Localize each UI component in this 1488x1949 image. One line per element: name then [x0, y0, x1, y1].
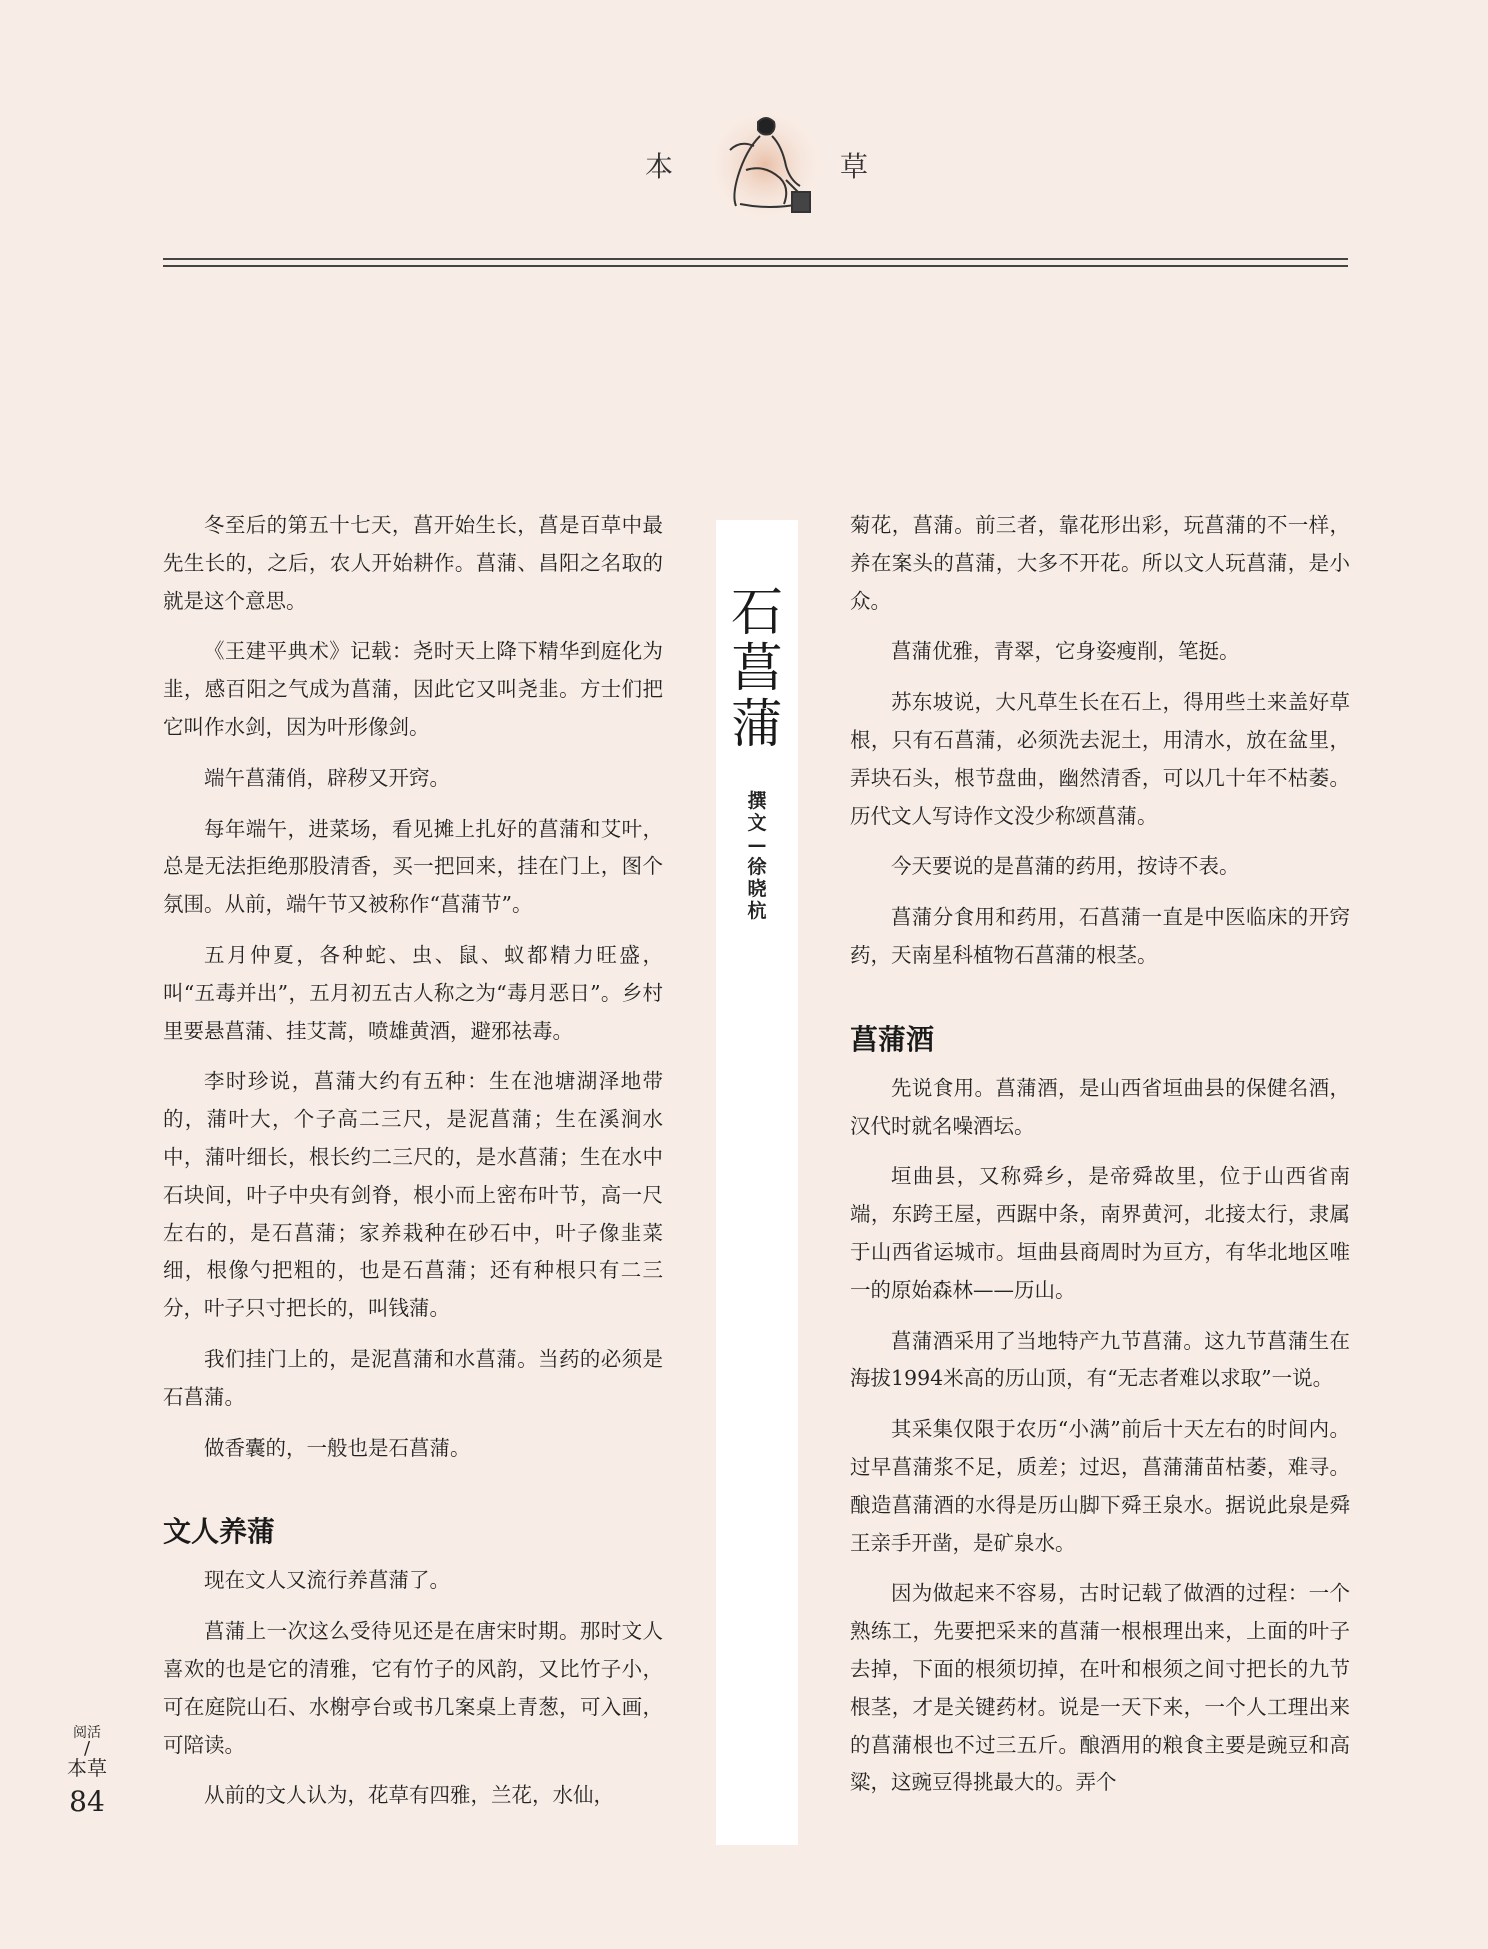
header-rule-bottom [163, 265, 1348, 267]
header-rule-top [163, 258, 1348, 260]
left-column [163, 507, 663, 1828]
paragraph: 李时珍说，菖蒲大约有五种：生在池塘湖泽地带的，蒲叶大，个子高二三尺，是泥菖蒲；生在溪涧水中，蒲叶细长，根长约二三尺的，是水菖蒲；生在水中石块间，叶子中央有剑脊，根小而上密布叶节，高一尺左右的，是石菖蒲；家养栽种在砂石中，叶子像韭菜细，根像勺把粗的，也是石菖蒲；还有种根只有二三分，叶子只寸把长的，叫钱蒲。 [163, 1069, 663, 1321]
paragraph: 做香囊的，一般也是石菖蒲。 [204, 1435, 471, 1460]
magazine-name: 阅活 [73, 1725, 101, 1741]
paragraph: 菖蒲酒采用了当地特产九节菖蒲。这九节菖蒲生在海拔1994米高的历山顶，有“无志者难以求取”一说。 [850, 1328, 1350, 1391]
paragraph: 菊花，菖蒲。前三者，靠花形出彩，玩菖蒲的不一样，养在案头的菖蒲，大多不开花。所以文人玩菖蒲，是小众。 [850, 513, 1350, 613]
paragraph: 因为做起来不容易，古时记载了做酒的过程：一个熟练工，先要把采来的菖蒲一根根理出来，上面的叶子去掉，下面的根须切掉，在叶和根须之间寸把长的九节根茎，才是关键药材。说是一天下来，一个人工理出来的菖蒲根也不过三五斤。酿酒用的粮食主要是豌豆和高粱，这豌豆得挑最大的。弄个 [850, 1581, 1350, 1795]
page-footer [62, 1725, 112, 1818]
paragraph: 今天要说的是菖蒲的药用，按诗不表。 [891, 854, 1240, 879]
footer-slash: / [83, 1738, 91, 1759]
paragraph: 先说食用。菖蒲酒，是山西省垣曲县的保健名酒，汉代时就名噪酒坛。 [850, 1075, 1350, 1138]
paragraph: 从前的文人认为，花草有四雅，兰花，水仙， [204, 1783, 614, 1808]
header-title-left: 本 [645, 150, 674, 183]
paragraph: 端午菖蒲俏，辟秽又开窍。 [204, 765, 450, 790]
paragraph: 菖蒲优雅，青翠，它身姿瘦削，笔挺。 [891, 639, 1240, 664]
paragraph: 苏东坡说，大凡草生长在石上，得用些土来盖好草根，只有石菖蒲，必须洗去泥土，用清水，放在盆里，弄块石头，根节盘曲，幽然清香，可以几十年不枯萎。历代文人写诗作文没少称颂菖蒲。 [850, 690, 1350, 828]
paragraph: 每年端午，进菜场，看见摊上扎好的菖蒲和艾叶，总是无法拒绝那股清香，买一把回来，挂在门上，图个氛围。从前，端午节又被称作“菖蒲节”。 [163, 816, 663, 917]
paragraph: 垣曲县，又称舜乡，是帝舜故里，位于山西省南端，东跨王屋，西踞中条，南界黄河，北接太行，隶属于山西省运城市。垣曲县商周时为亘方，有华北地区唯一的原始森林——历山。 [850, 1164, 1350, 1302]
header-illustration [700, 100, 830, 230]
title-panel [716, 520, 798, 1845]
right-column [850, 507, 1350, 1815]
paragraph: 我们挂门上的，是泥菖蒲和水菖蒲。当药的必须是石菖蒲。 [163, 1346, 663, 1409]
paragraph: 现在文人又流行养菖蒲了。 [204, 1568, 450, 1593]
paragraph: 《王建平典术》记载：尧时天上降下精华到庭化为韭，感百阳之气成为菖蒲，因此它又叫尧韭。方士们把它叫作水剑，因为叶形像剑。 [163, 639, 663, 739]
paragraph: 冬至后的第五十七天，菖开始生长，菖是百草中最先生长的，之后，农人开始耕作。菖蒲、昌阳之名取的就是这个意思。 [163, 513, 663, 613]
page-number: 84 [69, 1785, 105, 1818]
article-author: 撰 文 — 徐 晓 杭 [747, 790, 767, 922]
paragraph: 菖蒲分食用和药用，石菖蒲一直是中医临床的开窍药，天南星科植物石菖蒲的根茎。 [850, 905, 1350, 967]
paragraph: 五月仲夏，各种蛇、虫、鼠、蚁都精力旺盛，叫“五毒并出”，五月初五古人称之为“毒月恶日”。乡村里要悬菖蒲、挂艾蒿，喷雄黄酒，避邪祛毒。 [163, 942, 663, 1043]
section-name: 本草 [67, 1756, 107, 1780]
header-title-right: 草 [840, 150, 869, 183]
section-heading: 文人养蒲 [163, 1515, 276, 1549]
paragraph: 菖蒲上一次这么受待见还是在唐宋时期。那时文人喜欢的也是它的清雅，它有竹子的风韵，又比竹子小，可在庭院山石、水榭亭台或书几案桌上青葱，可入画，可陪读。 [163, 1619, 663, 1757]
section-heading: 菖蒲酒 [850, 1022, 935, 1056]
paragraph: 其采集仅限于农历“小满”前后十天左右的时间内。过早菖蒲浆不足，质差；过迟，菖蒲蒲苗枯萎，难寻。酿造菖蒲酒的水得是历山脚下舜王泉水。据说此泉是舜王亲手开凿，是矿泉水。 [850, 1417, 1350, 1555]
article-title: 石 菖 蒲 [730, 583, 783, 755]
